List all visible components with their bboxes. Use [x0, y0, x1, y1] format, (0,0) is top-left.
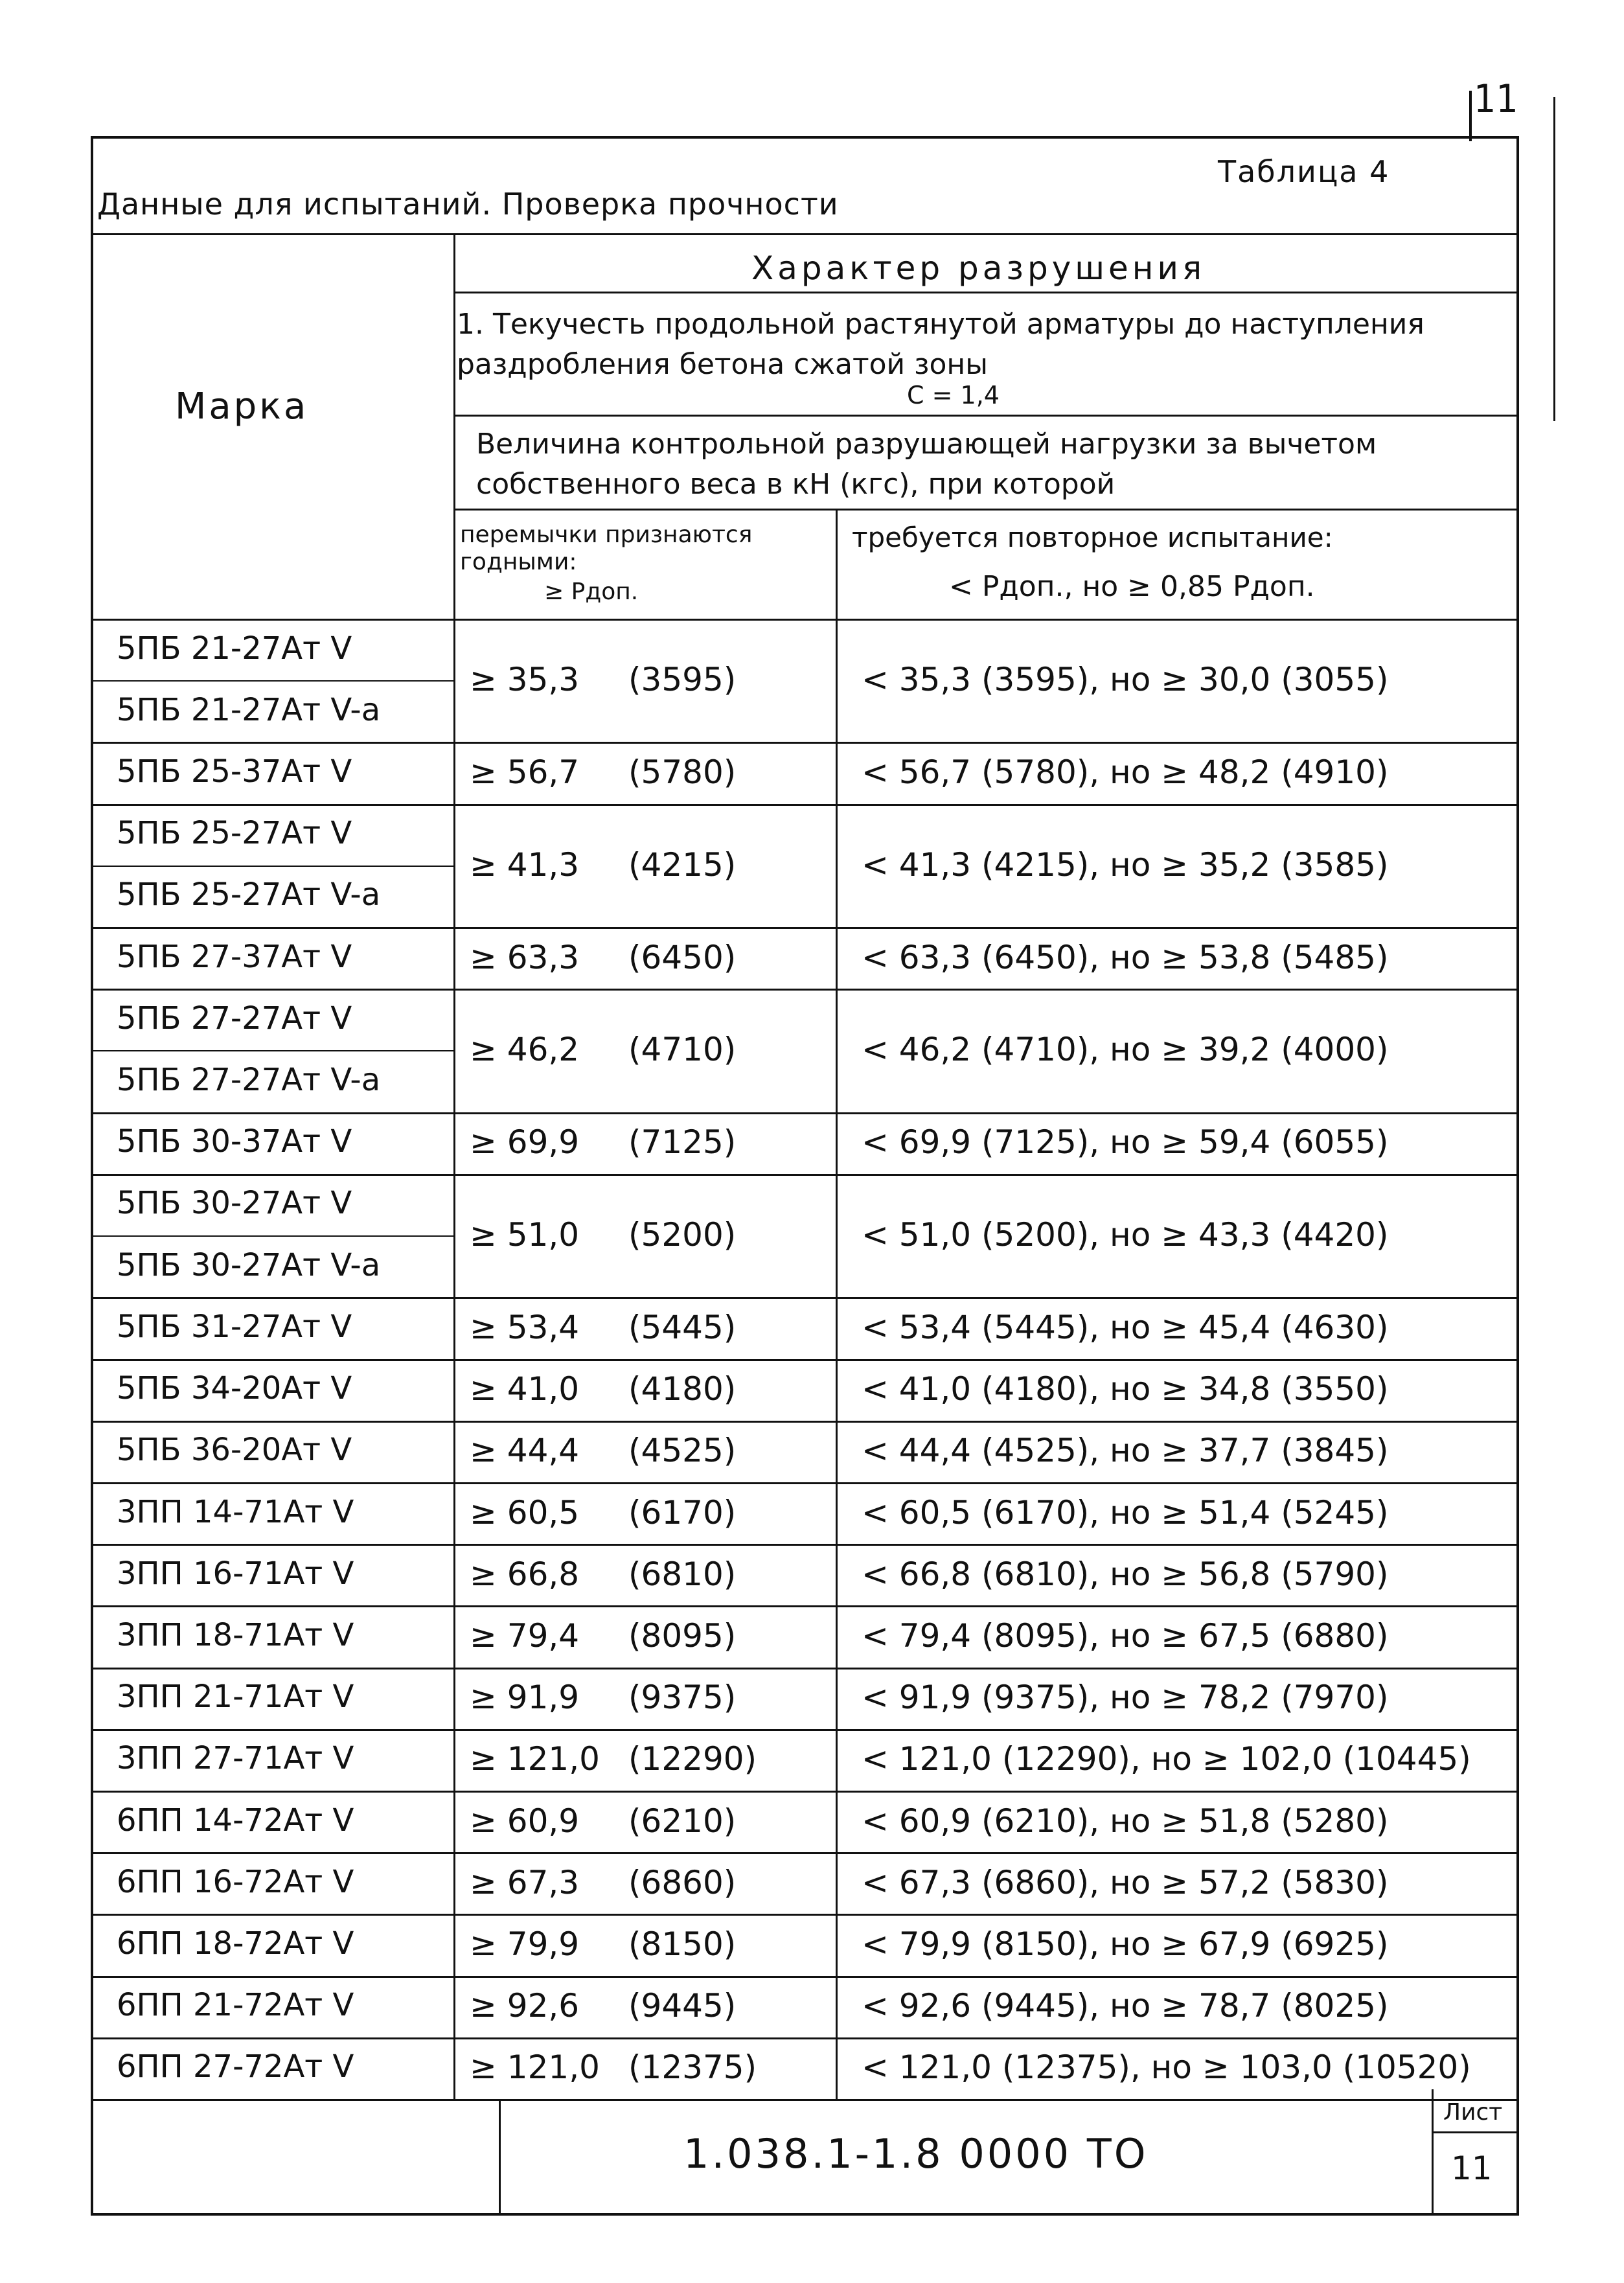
rule — [91, 1297, 1519, 1299]
row-retest: < 92,6 (9445), но ≥ 78,7 (8025) — [862, 1987, 1389, 2025]
row-mark: 5ПБ 27-27Ат V — [117, 1000, 352, 1037]
failure-character-header: Характер разрушения — [751, 249, 1206, 287]
rule — [91, 1174, 1519, 1176]
row-kgf: (6210) — [628, 1802, 737, 1840]
row-mark: 3ПП 18-71Ат V — [117, 1616, 354, 1653]
row-kgf: (4180) — [628, 1370, 737, 1408]
row-min: ≥ 91,9 — [470, 1679, 580, 1717]
rule — [836, 509, 838, 2099]
row-retest: < 60,9 (6210), но ≥ 51,8 (5280) — [862, 1802, 1389, 1840]
row-min: ≥ 67,3 — [470, 1863, 580, 1901]
retest-symbol: < Pдоп., но ≥ 0,85 Pдоп. — [949, 570, 1315, 603]
page-number: 11 — [1474, 76, 1518, 122]
row-retest: < 79,4 (8095), но ≥ 67,5 (6880) — [862, 1616, 1389, 1655]
row-kgf: (6170) — [628, 1493, 737, 1532]
row-kgf: (5780) — [628, 753, 737, 792]
row-retest: < 66,8 (6810), но ≥ 56,8 (5790) — [862, 1555, 1389, 1593]
rule — [91, 680, 453, 682]
row-kgf: (7125) — [628, 1123, 737, 1162]
row-retest: < 56,7 (5780), но ≥ 48,2 (4910) — [862, 753, 1389, 792]
row-kgf: (6450) — [628, 938, 737, 976]
mark-column-header: Марка — [175, 385, 309, 428]
row-mark: 6ПП 27-72Ат V — [117, 2048, 354, 2085]
row-min: ≥ 41,3 — [470, 845, 580, 884]
condition-text: 1. Текучесть продольной растянутой арматуры до наступления раздробления бетона сжатой зоны — [457, 308, 1424, 381]
table-label: Таблица 4 — [1218, 154, 1390, 189]
rule — [91, 1914, 1519, 1916]
sheet-label: Лист — [1443, 2099, 1503, 2126]
row-mark: 5ПБ 25-37Ат V — [117, 753, 352, 790]
row-mark: 3ПП 21-71Ат V — [117, 1679, 354, 1715]
rule — [499, 2099, 501, 2216]
row-mark: 5ПБ 21-27Ат V-а — [117, 691, 381, 728]
row-min: ≥ 51,0 — [470, 1216, 580, 1254]
row-mark: 5ПБ 21-27Ат V — [117, 630, 352, 667]
rule — [453, 292, 1519, 293]
row-kgf: (12290) — [628, 1740, 757, 1778]
accepted-line2: годными: — [460, 549, 577, 575]
row-retest: < 53,4 (5445), но ≥ 45,4 (4630) — [862, 1308, 1389, 1346]
rule — [453, 415, 1519, 417]
rule — [91, 742, 1519, 744]
row-min: ≥ 63,3 — [470, 938, 580, 976]
row-min: ≥ 41,0 — [470, 1370, 580, 1408]
row-mark: 5ПБ 30-37Ат V — [117, 1123, 352, 1160]
rule — [453, 233, 455, 2099]
row-retest: < 35,3 (3595), но ≥ 30,0 (3055) — [862, 661, 1389, 699]
corner-tick — [1469, 91, 1472, 141]
row-retest: < 60,5 (6170), но ≥ 51,4 (5245) — [862, 1493, 1389, 1532]
row-retest: < 46,2 (4710), но ≥ 39,2 (4000) — [862, 1031, 1389, 1069]
rule — [91, 1668, 1519, 1669]
row-min: ≥ 79,9 — [470, 1925, 580, 1963]
retest-header: требуется повторное испытание: — [852, 522, 1333, 553]
row-min: ≥ 121,0 — [470, 1740, 600, 1778]
row-min: ≥ 46,2 — [470, 1031, 580, 1069]
rule — [453, 509, 1519, 511]
row-kgf: (5445) — [628, 1308, 737, 1346]
row-mark: 5ПБ 30-27Ат V — [117, 1185, 352, 1222]
rule — [91, 1359, 1519, 1361]
rule — [91, 1544, 1519, 1546]
row-mark: 3ПП 27-71Ат V — [117, 1740, 354, 1777]
rule — [91, 1050, 453, 1051]
row-kgf: (6860) — [628, 1863, 737, 1901]
rule — [91, 2099, 1519, 2101]
row-retest: < 79,9 (8150), но ≥ 67,9 (6925) — [862, 1925, 1389, 1963]
row-min: ≥ 53,4 — [470, 1308, 580, 1346]
row-mark: 5ПБ 36-20Ат V — [117, 1432, 352, 1469]
row-kgf: (8150) — [628, 1925, 737, 1963]
row-min: ≥ 79,4 — [470, 1616, 580, 1655]
accepted-symbol: ≥ Pдоп. — [544, 579, 639, 605]
row-mark: 5ПБ 27-37Ат V — [117, 938, 352, 975]
row-mark: 6ПП 14-72Ат V — [117, 1802, 354, 1839]
rule — [91, 1791, 1519, 1793]
row-min: ≥ 56,7 — [470, 753, 580, 792]
row-kgf: (9445) — [628, 1987, 737, 2025]
row-mark: 5ПБ 31-27Ат V — [117, 1308, 352, 1345]
row-retest: < 51,0 (5200), но ≥ 43,3 (4420) — [862, 1216, 1389, 1254]
row-min: ≥ 60,9 — [470, 1802, 580, 1840]
rule — [91, 233, 1519, 235]
rule — [91, 1976, 1519, 1978]
row-kgf: (8095) — [628, 1616, 737, 1655]
row-mark: 3ПП 14-71Ат V — [117, 1493, 354, 1530]
row-mark: 5ПБ 25-27Ат V — [117, 815, 352, 852]
row-retest: < 67,3 (6860), но ≥ 57,2 (5830) — [862, 1863, 1389, 1901]
row-mark: 6ПП 21-72Ат V — [117, 1987, 354, 2024]
row-retest: < 121,0 (12290), но ≥ 102,0 (10445) — [862, 1740, 1471, 1778]
row-mark: 6ПП 16-72Ат V — [117, 1863, 354, 1900]
rule — [1432, 2131, 1519, 2133]
row-min: ≥ 69,9 — [470, 1123, 580, 1162]
rule — [91, 1235, 453, 1237]
row-kgf: (12375) — [628, 2048, 757, 2087]
row-retest: < 69,9 (7125), но ≥ 59,4 (6055) — [862, 1123, 1389, 1162]
rule — [91, 1482, 1519, 1484]
row-min: ≥ 35,3 — [470, 661, 580, 699]
accepted-line1: перемычки признаются — [460, 522, 753, 548]
row-min: ≥ 121,0 — [470, 2048, 600, 2087]
rule — [91, 927, 1519, 929]
row-kgf: (4215) — [628, 845, 737, 884]
rule — [91, 619, 1519, 621]
row-kgf: (3595) — [628, 661, 737, 699]
c-factor: С = 1,4 — [907, 381, 1000, 409]
rule — [91, 866, 453, 867]
rule — [91, 1852, 1519, 1854]
rule — [91, 989, 1519, 991]
rule — [91, 1729, 1519, 1731]
row-retest: < 91,9 (9375), но ≥ 78,2 (7970) — [862, 1679, 1389, 1717]
row-kgf: (9375) — [628, 1679, 737, 1717]
row-mark: 3ПП 16-71Ат V — [117, 1555, 354, 1592]
row-kgf: (4525) — [628, 1432, 737, 1470]
table-caption: Данные для испытаний. Проверка прочности — [97, 187, 839, 222]
rule — [91, 2037, 1519, 2039]
row-retest: < 121,0 (12375), но ≥ 103,0 (10520) — [862, 2048, 1471, 2087]
row-min: ≥ 44,4 — [470, 1432, 580, 1470]
margin-line — [1553, 97, 1555, 421]
row-retest: < 63,3 (6450), но ≥ 53,8 (5485) — [862, 938, 1389, 976]
load-caption: Величина контрольной разрушающей нагрузки за вычетом собственного веса в кН (кгс), при которой — [476, 428, 1377, 501]
accepted-header — [460, 522, 753, 605]
row-mark: 5ПБ 30-27Ат V-а — [117, 1246, 381, 1283]
rule — [91, 1605, 1519, 1607]
row-mark: 5ПБ 27-27Ат V-а — [117, 1062, 381, 1099]
row-kgf: (5200) — [628, 1216, 737, 1254]
rule — [91, 1421, 1519, 1423]
row-retest: < 41,0 (4180), но ≥ 34,8 (3550) — [862, 1370, 1389, 1408]
row-min: ≥ 60,5 — [470, 1493, 580, 1532]
row-retest: < 41,3 (4215), но ≥ 35,2 (3585) — [862, 845, 1389, 884]
row-mark: 5ПБ 25-27Ат V-а — [117, 877, 381, 913]
sheet-number: 11 — [1451, 2150, 1492, 2187]
row-min: ≥ 66,8 — [470, 1555, 580, 1593]
row-kgf: (6810) — [628, 1555, 737, 1593]
row-mark: 5ПБ 34-20Ат V — [117, 1370, 352, 1407]
row-kgf: (4710) — [628, 1031, 737, 1069]
document-code: 1.038.1-1.8 0000 ТО — [683, 2130, 1149, 2177]
rule — [1432, 2089, 1434, 2216]
rule — [91, 804, 1519, 806]
rule — [91, 1112, 1519, 1114]
row-mark: 6ПП 18-72Ат V — [117, 1925, 354, 1962]
row-min: ≥ 92,6 — [470, 1987, 580, 2025]
row-retest: < 44,4 (4525), но ≥ 37,7 (3845) — [862, 1432, 1389, 1470]
